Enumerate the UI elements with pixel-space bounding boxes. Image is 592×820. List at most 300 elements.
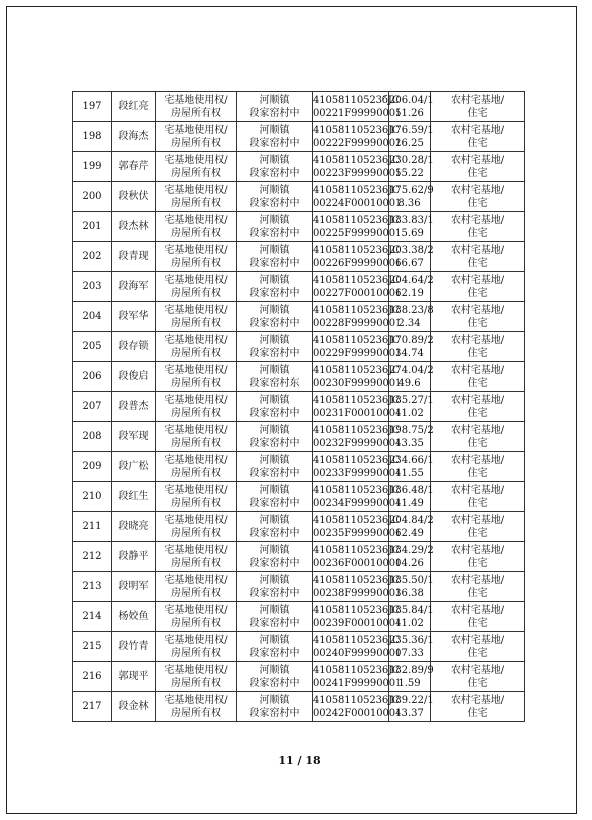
area-cell xyxy=(389,392,434,422)
location-cell-line: 段家窑村中 xyxy=(249,407,300,419)
land-use-cell-line: 住宅 xyxy=(467,557,488,569)
land-use-cell xyxy=(431,302,525,332)
unit-code-cell-line: 00226F99990001 xyxy=(313,257,402,269)
row-number-cell: 210 xyxy=(73,482,112,512)
right-type-cell xyxy=(156,212,237,242)
row-number-cell: 216 xyxy=(73,662,112,692)
area-cell-line: 230.28/1 xyxy=(389,154,434,166)
right-type-cell-line: 房屋所有权 xyxy=(171,527,221,539)
area-cell-line: 41.02 xyxy=(395,617,424,629)
area-cell xyxy=(389,122,434,152)
location-cell-line: 段家窑村中 xyxy=(249,527,300,539)
land-use-cell xyxy=(431,662,525,692)
area-cell-line: 175.62/9 xyxy=(389,184,434,196)
right-type-cell xyxy=(156,602,237,632)
page-separator: / xyxy=(297,754,302,767)
row-number-cell: 214 xyxy=(73,602,112,632)
unit-code-cell-line: 00225F99990001 xyxy=(313,227,402,239)
area-cell xyxy=(389,542,434,572)
land-use-cell-line: 农村宅基地/ xyxy=(450,364,505,376)
owner-name-cell: 段青现 xyxy=(112,242,156,272)
table-row xyxy=(73,422,525,452)
right-type-cell xyxy=(156,542,237,572)
right-type-cell xyxy=(156,392,237,422)
land-use-cell-line: 农村宅基地/ xyxy=(450,154,505,166)
location-cell xyxy=(237,662,313,692)
area-cell-line: 34.74 xyxy=(395,347,424,359)
unit-code-cell xyxy=(313,632,402,662)
owner-name-cell: 段红亮 xyxy=(112,92,156,122)
unit-code-cell-line: 00222F99990001 xyxy=(313,137,402,149)
location-cell-line: 段家窑村东 xyxy=(249,377,300,389)
land-use-cell-line: 住宅 xyxy=(467,197,488,209)
row-number-cell: 199 xyxy=(73,152,112,182)
unit-code-cell xyxy=(313,362,402,392)
area-cell-line: 188.23/8 xyxy=(389,304,434,316)
unit-code-cell-line: 00236F00010001 xyxy=(313,557,402,569)
table-row xyxy=(73,152,525,182)
location-cell-line: 河顺镇 xyxy=(259,394,290,406)
row-number-cell: 213 xyxy=(73,572,112,602)
owner-name-cell: 段普杰 xyxy=(112,392,156,422)
row-number-cell: 200 xyxy=(73,182,112,212)
land-use-cell xyxy=(431,242,525,272)
row-number-cell: 203 xyxy=(73,272,112,302)
right-type-cell xyxy=(156,662,237,692)
location-cell-line: 河顺镇 xyxy=(259,454,290,466)
right-type-cell-line: 宅基地使用权/ xyxy=(164,604,228,616)
unit-code-cell xyxy=(313,272,402,302)
land-use-cell-line: 农村宅基地/ xyxy=(450,454,505,466)
land-use-cell-line: 农村宅基地/ xyxy=(450,334,505,346)
land-use-cell-line: 农村宅基地/ xyxy=(450,484,505,496)
page-total: 18 xyxy=(305,754,321,767)
right-type-cell-line: 宅基地使用权/ xyxy=(164,154,228,166)
land-use-cell-line: 农村宅基地/ xyxy=(450,574,505,586)
location-cell xyxy=(237,302,313,332)
unit-code-cell-line: 00228F99990001 xyxy=(313,317,402,329)
unit-code-cell-line: 410581105236JC xyxy=(313,604,400,616)
unit-code-cell xyxy=(313,692,402,722)
owner-name-cell: 段海军 xyxy=(112,272,156,302)
area-cell xyxy=(389,452,434,482)
land-use-cell-line: 住宅 xyxy=(467,167,488,179)
right-type-cell-line: 房屋所有权 xyxy=(171,617,221,629)
area-cell-line: 185.27/1 xyxy=(389,394,434,406)
area-cell xyxy=(389,242,434,272)
table-row xyxy=(73,332,525,362)
unit-code-cell-line: 00238F99990001 xyxy=(313,587,402,599)
location-cell-line: 河顺镇 xyxy=(259,214,290,226)
unit-code-cell-line: 410581105236JC xyxy=(313,394,400,406)
owner-name-cell: 段杰林 xyxy=(112,212,156,242)
unit-code-cell xyxy=(313,482,402,512)
land-use-cell-line: 住宅 xyxy=(467,257,488,269)
land-use-cell xyxy=(431,92,525,122)
owner-name-cell: 段军华 xyxy=(112,302,156,332)
unit-code-cell-line: 410581105236JC xyxy=(313,274,400,286)
right-type-cell-line: 房屋所有权 xyxy=(171,707,221,719)
area-cell-line: 185.50/1 xyxy=(389,574,434,586)
land-use-cell xyxy=(431,392,525,422)
location-cell xyxy=(237,122,313,152)
owner-name-cell: 段静平 xyxy=(112,542,156,572)
area-cell-line: 170.89/2 xyxy=(389,334,434,346)
land-use-cell-line: 农村宅基地/ xyxy=(450,694,505,706)
right-type-cell-line: 宅基地使用权/ xyxy=(164,304,228,316)
table-row xyxy=(73,302,525,332)
owner-name-cell: 段竹青 xyxy=(112,632,156,662)
area-cell xyxy=(389,512,434,542)
right-type-cell-line: 宅基地使用权/ xyxy=(164,484,228,496)
unit-code-cell xyxy=(313,512,402,542)
right-type-cell-line: 宅基地使用权/ xyxy=(164,574,228,586)
right-type-cell-line: 宅基地使用权/ xyxy=(164,124,228,136)
right-type-cell xyxy=(156,272,237,302)
area-cell-line: 66.67 xyxy=(395,257,424,269)
location-cell-line: 河顺镇 xyxy=(259,154,290,166)
owner-name-cell: 段军现 xyxy=(112,422,156,452)
unit-code-cell-line: 00227F00010001 xyxy=(313,287,402,299)
unit-code-cell xyxy=(313,92,402,122)
unit-code-cell-line: 410581105236JC xyxy=(313,574,400,586)
location-cell-line: 段家窑村中 xyxy=(249,167,300,179)
unit-code-cell xyxy=(313,212,402,242)
land-use-cell-line: 住宅 xyxy=(467,497,488,509)
unit-code-cell-line: 410581105236JC xyxy=(313,364,400,376)
area-cell-line: 8.36 xyxy=(398,197,421,209)
area-cell-line: 234.66/1 xyxy=(389,454,434,466)
unit-code-cell xyxy=(313,422,402,452)
location-cell-line: 段家窑村中 xyxy=(249,557,300,569)
owner-name-cell: 段存锁 xyxy=(112,332,156,362)
area-cell-line: 2.34 xyxy=(398,317,421,329)
unit-code-cell xyxy=(313,332,402,362)
unit-code-cell-line: 00242F00010001 xyxy=(313,707,402,719)
table-row xyxy=(73,272,525,302)
right-type-cell-line: 房屋所有权 xyxy=(171,317,221,329)
area-cell xyxy=(389,212,434,242)
page-indicator xyxy=(7,754,592,767)
area-cell-line: 04.26 xyxy=(395,557,424,569)
right-type-cell-line: 房屋所有权 xyxy=(171,647,221,659)
location-cell xyxy=(237,392,313,422)
right-type-cell-line: 房屋所有权 xyxy=(171,167,221,179)
right-type-cell-line: 房屋所有权 xyxy=(171,257,221,269)
area-cell-line: 43.37 xyxy=(395,707,424,719)
right-type-cell-line: 房屋所有权 xyxy=(171,377,221,389)
table-row xyxy=(73,512,525,542)
location-cell xyxy=(237,212,313,242)
right-type-cell-line: 房屋所有权 xyxy=(171,107,221,119)
land-use-cell-line: 农村宅基地/ xyxy=(450,244,505,256)
land-use-cell xyxy=(431,692,525,722)
unit-code-cell xyxy=(313,302,402,332)
row-number-cell: 212 xyxy=(73,542,112,572)
land-use-cell-line: 农村宅基地/ xyxy=(450,304,505,316)
location-cell-line: 河顺镇 xyxy=(259,574,290,586)
table-row xyxy=(73,182,525,212)
location-cell-line: 段家窑村中 xyxy=(249,257,300,269)
unit-code-cell-line: 410581105236JC xyxy=(313,634,400,646)
right-type-cell xyxy=(156,452,237,482)
area-cell xyxy=(389,92,434,122)
location-cell-line: 河顺镇 xyxy=(259,664,290,676)
location-cell-line: 段家窑村中 xyxy=(249,317,300,329)
unit-code-cell xyxy=(313,662,402,692)
land-use-cell-line: 住宅 xyxy=(467,677,488,689)
unit-code-cell-line: 00231F00010001 xyxy=(313,407,402,419)
location-cell xyxy=(237,422,313,452)
unit-code-cell xyxy=(313,182,402,212)
land-use-cell xyxy=(431,632,525,662)
table-row xyxy=(73,632,525,662)
right-type-cell xyxy=(156,632,237,662)
unit-code-cell-line: 00221F99990001 xyxy=(313,107,402,119)
table-row xyxy=(73,662,525,692)
land-use-cell xyxy=(431,362,525,392)
unit-code-cell xyxy=(313,242,402,272)
area-cell xyxy=(389,482,434,512)
area-cell-line: 43.35 xyxy=(395,437,424,449)
unit-code-cell-line: 410581105236JC xyxy=(313,454,400,466)
location-cell-line: 段家窑村中 xyxy=(249,647,300,659)
land-use-cell xyxy=(431,272,525,302)
document-page xyxy=(6,6,577,814)
area-cell-line: 206.04/1 xyxy=(389,94,434,106)
unit-code-cell-line: 410581105236JC xyxy=(313,304,400,316)
area-cell-line: 185.84/1 xyxy=(389,604,434,616)
location-cell xyxy=(237,602,313,632)
right-type-cell-line: 宅基地使用权/ xyxy=(164,514,228,526)
land-use-cell xyxy=(431,152,525,182)
right-type-cell-line: 宅基地使用权/ xyxy=(164,664,228,676)
right-type-cell-line: 宅基地使用权/ xyxy=(164,424,228,436)
land-use-cell-line: 农村宅基地/ xyxy=(450,424,505,436)
location-cell xyxy=(237,512,313,542)
table-row xyxy=(73,482,525,512)
unit-code-cell xyxy=(313,542,402,572)
unit-code-cell xyxy=(313,122,402,152)
unit-code-cell xyxy=(313,452,402,482)
area-cell-line: 51.26 xyxy=(395,107,424,119)
right-type-cell xyxy=(156,92,237,122)
area-cell-line: 183.83/1 xyxy=(389,214,434,226)
location-cell-line: 河顺镇 xyxy=(259,424,290,436)
land-use-cell-line: 住宅 xyxy=(467,587,488,599)
area-cell-line: 36.38 xyxy=(395,587,424,599)
owner-name-cell: 郭春芹 xyxy=(112,152,156,182)
land-use-cell-line: 农村宅基地/ xyxy=(450,544,505,556)
land-use-cell-line: 农村宅基地/ xyxy=(450,664,505,676)
table-row xyxy=(73,242,525,272)
area-cell-line: 41.02 xyxy=(395,407,424,419)
right-type-cell-line: 宅基地使用权/ xyxy=(164,334,228,346)
location-cell-line: 河顺镇 xyxy=(259,304,290,316)
location-cell-line: 河顺镇 xyxy=(259,604,290,616)
row-number-cell: 209 xyxy=(73,452,112,482)
location-cell xyxy=(237,272,313,302)
row-number-cell: 197 xyxy=(73,92,112,122)
location-cell xyxy=(237,572,313,602)
owner-name-cell: 段海杰 xyxy=(112,122,156,152)
land-use-cell-line: 农村宅基地/ xyxy=(450,214,505,226)
location-cell-line: 段家窑村中 xyxy=(249,107,300,119)
location-cell-line: 河顺镇 xyxy=(259,484,290,496)
location-cell xyxy=(237,482,313,512)
right-type-cell-line: 宅基地使用权/ xyxy=(164,694,228,706)
right-type-cell-line: 房屋所有权 xyxy=(171,587,221,599)
table-row xyxy=(73,122,525,152)
land-use-cell-line: 农村宅基地/ xyxy=(450,604,505,616)
owner-name-cell: 段金林 xyxy=(112,692,156,722)
table-row xyxy=(73,362,525,392)
row-number-cell: 217 xyxy=(73,692,112,722)
land-use-cell xyxy=(431,422,525,452)
location-cell-line: 段家窑村中 xyxy=(249,707,300,719)
table-row xyxy=(73,572,525,602)
right-type-cell-line: 宅基地使用权/ xyxy=(164,244,228,256)
land-use-cell xyxy=(431,542,525,572)
table-row xyxy=(73,212,525,242)
location-cell-line: 段家窑村中 xyxy=(249,497,300,509)
row-number-cell: 206 xyxy=(73,362,112,392)
unit-code-cell-line: 410581105236JC xyxy=(313,184,400,196)
owner-name-cell: 段广松 xyxy=(112,452,156,482)
land-use-cell-line: 农村宅基地/ xyxy=(450,94,505,106)
location-cell-line: 河顺镇 xyxy=(259,364,290,376)
unit-code-cell-line: 410581105236JC xyxy=(313,334,400,346)
right-type-cell-line: 宅基地使用权/ xyxy=(164,364,228,376)
area-cell xyxy=(389,272,434,302)
right-type-cell-line: 房屋所有权 xyxy=(171,227,221,239)
right-type-cell-line: 房屋所有权 xyxy=(171,137,221,149)
unit-code-cell-line: 410581105236JC xyxy=(313,694,400,706)
unit-code-cell xyxy=(313,572,402,602)
table-row xyxy=(73,392,525,422)
area-cell xyxy=(389,152,434,182)
unit-code-cell-line: 410581105236JC xyxy=(313,214,400,226)
land-use-cell xyxy=(431,332,525,362)
location-cell-line: 段家窑村中 xyxy=(249,347,300,359)
location-cell-line: 段家窑村中 xyxy=(249,467,300,479)
location-cell-line: 段家窑村中 xyxy=(249,617,300,629)
land-use-cell-line: 住宅 xyxy=(467,437,488,449)
location-cell-line: 河顺镇 xyxy=(259,334,290,346)
unit-code-cell-line: 00232F99990001 xyxy=(313,437,402,449)
land-use-cell-line: 农村宅基地/ xyxy=(450,274,505,286)
right-type-cell-line: 房屋所有权 xyxy=(171,677,221,689)
right-type-cell xyxy=(156,332,237,362)
table-row xyxy=(73,602,525,632)
unit-code-cell-line: 00224F00010001 xyxy=(313,197,402,209)
land-use-cell-line: 住宅 xyxy=(467,527,488,539)
area-cell xyxy=(389,422,434,452)
area-cell-line: 41.49 xyxy=(395,497,424,509)
location-cell xyxy=(237,632,313,662)
right-type-cell-line: 房屋所有权 xyxy=(171,437,221,449)
land-use-cell-line: 住宅 xyxy=(467,707,488,719)
land-use-cell-line: 住宅 xyxy=(467,287,488,299)
unit-code-cell-line: 410581105236JC xyxy=(313,544,400,556)
area-cell-line: 55.22 xyxy=(395,167,424,179)
area-cell-line: 235.36/1 xyxy=(389,634,434,646)
owner-name-cell: 郭现平 xyxy=(112,662,156,692)
right-type-cell xyxy=(156,482,237,512)
row-number-cell: 205 xyxy=(73,332,112,362)
area-cell-line: 204.84/2 xyxy=(389,514,434,526)
location-cell-line: 河顺镇 xyxy=(259,544,290,556)
table-row xyxy=(73,692,525,722)
right-type-cell xyxy=(156,422,237,452)
unit-code-cell-line: 00233F99990001 xyxy=(313,467,402,479)
right-type-cell xyxy=(156,182,237,212)
right-type-cell-line: 房屋所有权 xyxy=(171,287,221,299)
location-cell-line: 河顺镇 xyxy=(259,694,290,706)
table-row xyxy=(73,542,525,572)
land-use-cell-line: 住宅 xyxy=(467,467,488,479)
row-number-cell: 215 xyxy=(73,632,112,662)
right-type-cell xyxy=(156,692,237,722)
property-register-table xyxy=(72,91,525,722)
table-body xyxy=(73,92,525,722)
right-type-cell xyxy=(156,242,237,272)
owner-name-cell: 段晓亮 xyxy=(112,512,156,542)
location-cell xyxy=(237,542,313,572)
right-type-cell-line: 房屋所有权 xyxy=(171,197,221,209)
land-use-cell-line: 农村宅基地/ xyxy=(450,394,505,406)
unit-code-cell-line: 410581105236JC xyxy=(313,154,400,166)
location-cell-line: 河顺镇 xyxy=(259,514,290,526)
owner-name-cell: 段俊启 xyxy=(112,362,156,392)
location-cell-line: 段家窑村中 xyxy=(249,677,300,689)
location-cell xyxy=(237,692,313,722)
row-number-cell: 204 xyxy=(73,302,112,332)
land-use-cell xyxy=(431,602,525,632)
land-use-cell xyxy=(431,182,525,212)
land-use-cell-line: 农村宅基地/ xyxy=(450,514,505,526)
land-use-cell-line: 住宅 xyxy=(467,647,488,659)
unit-code-cell-line: 00235F99990001 xyxy=(313,527,402,539)
unit-code-cell-line: 00241F99990001 xyxy=(313,677,402,689)
area-cell-line: 198.75/2 xyxy=(389,424,434,436)
area-cell-line: 182.89/9 xyxy=(389,664,434,676)
area-cell xyxy=(389,602,434,632)
row-number-cell: 207 xyxy=(73,392,112,422)
area-cell-line: 62.19 xyxy=(395,287,424,299)
location-cell-line: 段家窑村中 xyxy=(249,587,300,599)
right-type-cell-line: 宅基地使用权/ xyxy=(164,214,228,226)
right-type-cell-line: 宅基地使用权/ xyxy=(164,394,228,406)
location-cell-line: 段家窑村中 xyxy=(249,197,300,209)
area-cell xyxy=(389,692,434,722)
right-type-cell xyxy=(156,362,237,392)
land-use-cell-line: 住宅 xyxy=(467,107,488,119)
area-cell xyxy=(389,332,434,362)
right-type-cell-line: 宅基地使用权/ xyxy=(164,544,228,556)
unit-code-cell-line: 00230F99990001 xyxy=(313,377,402,389)
area-cell-line: 15.69 xyxy=(395,227,424,239)
right-type-cell-line: 宅基地使用权/ xyxy=(164,94,228,106)
location-cell xyxy=(237,362,313,392)
location-cell-line: 河顺镇 xyxy=(259,94,290,106)
unit-code-cell xyxy=(313,152,402,182)
area-cell-line: 176.59/1 xyxy=(389,124,434,136)
land-use-cell-line: 农村宅基地/ xyxy=(450,634,505,646)
location-cell xyxy=(237,452,313,482)
area-cell-line: 189.22/1 xyxy=(389,694,434,706)
land-use-cell-line: 住宅 xyxy=(467,377,488,389)
